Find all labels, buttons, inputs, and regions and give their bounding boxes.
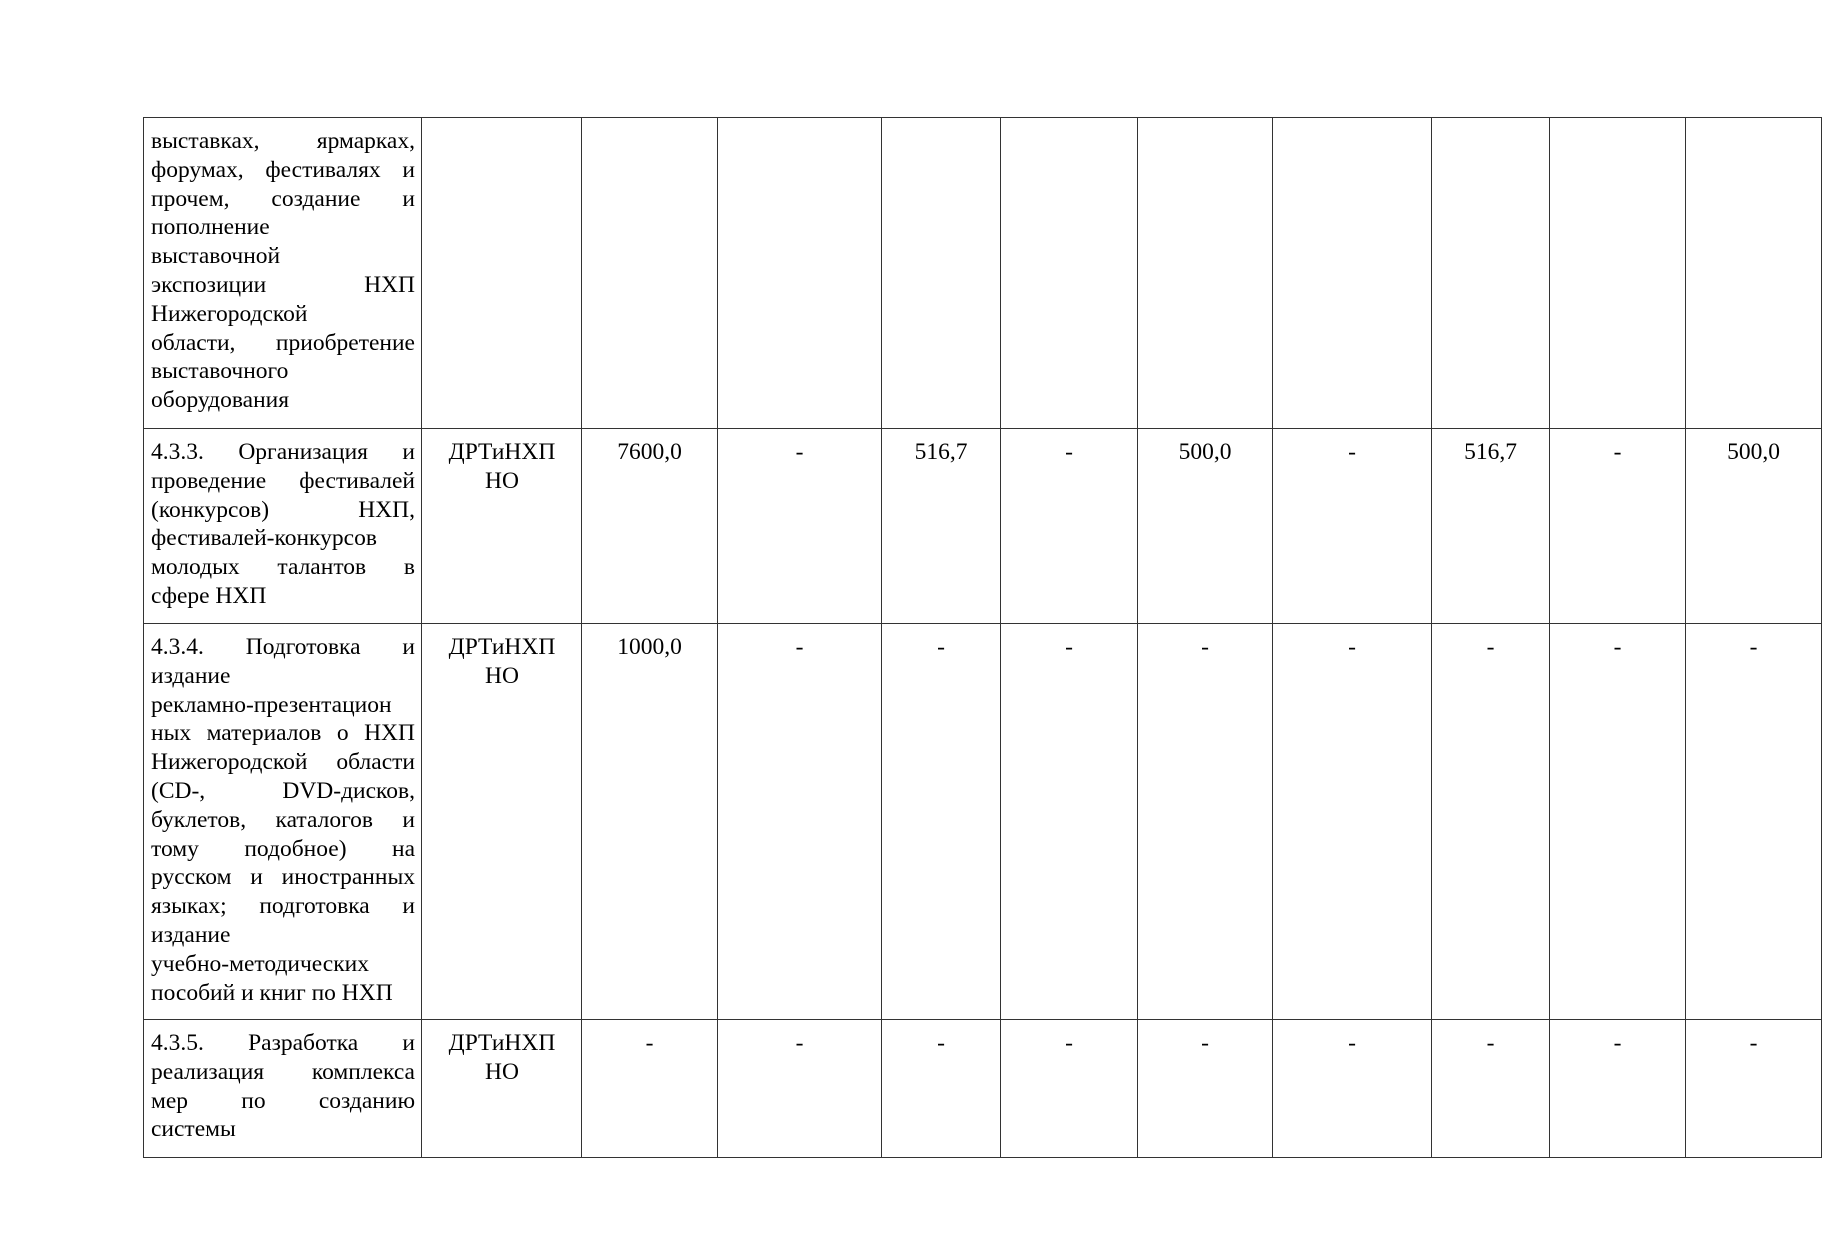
text-line: 4.3.3. Организация и — [151, 439, 415, 465]
text-line: пополнение — [151, 214, 270, 241]
value-cell: 500,0 — [1686, 429, 1822, 624]
value-cell — [582, 118, 718, 429]
text-line: НО — [485, 662, 519, 689]
text-line: ДРТиНХП — [448, 634, 556, 660]
value-cell: - — [1273, 429, 1432, 624]
value-cell — [1273, 118, 1432, 429]
text-line: издание — [151, 662, 231, 689]
text-line: мер по созданию — [151, 1087, 415, 1114]
value-cell: - — [1001, 1020, 1138, 1158]
executor-cell — [422, 118, 582, 429]
text-line: 4.3.4. Подготовка и — [151, 634, 415, 660]
value-cell — [1686, 118, 1822, 429]
description-cell — [144, 1020, 422, 1158]
value-cell — [1432, 118, 1550, 429]
text-line: области, приобретение — [151, 329, 415, 356]
text-line: языках; подготовка и — [151, 893, 415, 920]
table-row — [144, 429, 1822, 624]
text-line: НО — [485, 467, 519, 494]
text-line: системы — [151, 1116, 236, 1143]
value-cell: - — [1138, 624, 1273, 1020]
value-cell: - — [718, 624, 882, 1020]
value-cell: 516,7 — [882, 429, 1001, 624]
table-row — [144, 624, 1822, 1020]
value-cell: - — [1001, 429, 1138, 624]
text-line: форумах, фестивалях и — [151, 156, 415, 183]
value-cell: - — [1273, 1020, 1432, 1158]
value-cell: - — [1432, 624, 1550, 1020]
text-line: выставках, ярмарках, — [151, 128, 415, 154]
value-cell: - — [1432, 1020, 1550, 1158]
value-cell: - — [1001, 624, 1138, 1020]
text-line: пособий и книг по НХП — [151, 979, 393, 1006]
executor-cell — [422, 1020, 582, 1158]
text-line: выставочной — [151, 243, 281, 270]
description-cell — [144, 624, 422, 1020]
value-cell: - — [1138, 1020, 1273, 1158]
text-line: экспозиции НХП — [151, 271, 415, 298]
text-line: тому подобное) на — [151, 835, 415, 862]
text-line: буклетов, каталогов и — [151, 806, 415, 833]
value-cell: - — [582, 1020, 718, 1158]
value-cell: 7600,0 — [582, 429, 718, 624]
value-cell: 516,7 — [1432, 429, 1550, 624]
text-line: реализация комплекса — [151, 1058, 415, 1085]
value-cell: - — [718, 1020, 882, 1158]
value-cell — [882, 118, 1001, 429]
executor-cell — [422, 429, 582, 624]
value-cell: - — [1550, 429, 1686, 624]
text-line: НО — [485, 1058, 519, 1085]
text-line: Нижегородской области — [151, 749, 415, 776]
value-cell — [1001, 118, 1138, 429]
table-row — [144, 118, 1822, 429]
table-row — [144, 1020, 1822, 1158]
value-cell: - — [1273, 624, 1432, 1020]
executor-cell — [422, 624, 582, 1020]
value-cell: - — [1686, 624, 1822, 1020]
text-line: молодых талантов в — [151, 554, 415, 581]
value-cell — [1550, 118, 1686, 429]
value-cell: - — [882, 1020, 1001, 1158]
text-line: учебно-методических — [151, 950, 369, 977]
value-cell — [1138, 118, 1273, 429]
text-line: русском и иностранных — [151, 864, 415, 891]
value-cell: 1000,0 — [582, 624, 718, 1020]
value-cell: 500,0 — [1138, 429, 1273, 624]
budget-table — [143, 117, 1822, 1158]
text-line: ДРТиНХП — [448, 1030, 556, 1056]
text-line: фестивалей-конкурсов — [151, 525, 377, 552]
text-line: сфере НХП — [151, 582, 267, 609]
text-line: издание — [151, 921, 231, 948]
value-cell — [718, 118, 882, 429]
value-cell: - — [718, 429, 882, 624]
value-cell: - — [882, 624, 1001, 1020]
text-line: проведение фестивалей — [151, 467, 415, 494]
text-line: прочем, создание и — [151, 185, 415, 212]
text-line: (конкурсов) НХП, — [151, 496, 415, 523]
value-cell: - — [1686, 1020, 1822, 1158]
text-line: ных материалов о НХП — [151, 720, 415, 747]
description-cell — [144, 429, 422, 624]
text-line: выставочного — [151, 358, 289, 385]
text-line: (CD-, DVD-дисков, — [151, 777, 415, 804]
value-cell: - — [1550, 1020, 1686, 1158]
text-line: ДРТиНХП — [448, 439, 556, 465]
description-cell — [144, 118, 422, 429]
text-line: рекламно-презентацион — [151, 691, 392, 718]
text-line: оборудования — [151, 387, 290, 414]
text-line: 4.3.5. Разработка и — [151, 1030, 415, 1056]
value-cell: - — [1550, 624, 1686, 1020]
text-line: Нижегородской — [151, 300, 308, 327]
